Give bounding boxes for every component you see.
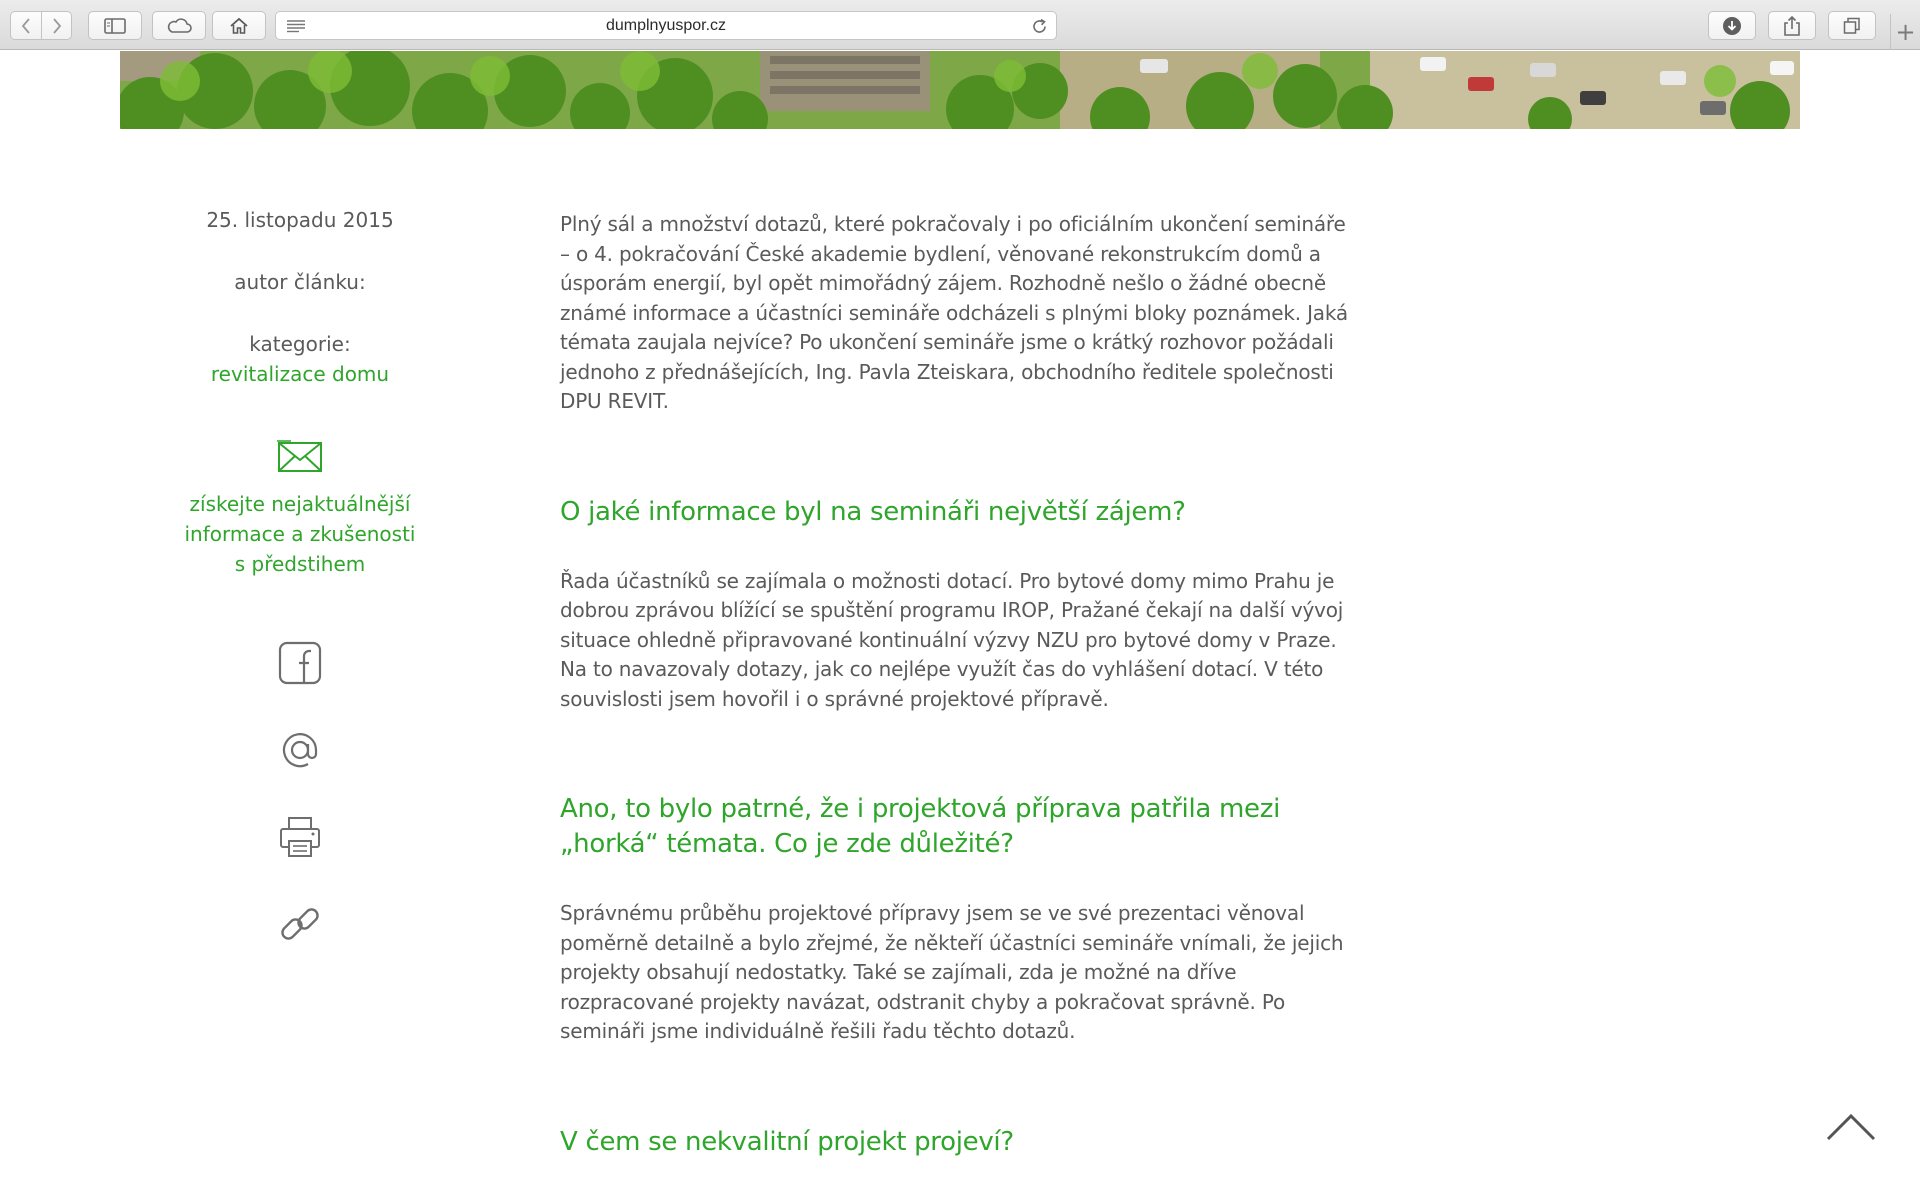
copy-link-button[interactable] [276, 900, 324, 948]
category-label: kategorie: [249, 332, 351, 356]
share-icon [1783, 15, 1801, 37]
question-1-heading: O jaké informace byl na semináři největší zájem? [560, 496, 1186, 527]
answer-2-paragraph: Správnému průběhu projektové přípravy jsem se ve své prezentaci věnoval poměrně detailně a bylo zřejmé, že někteří účastníci semináře vnímali, že jejich projekty obsahují nedostatky. Také se zajímali, zda je možné na dříve rozpracované projekty navázat, odstranit chyby a pokračovat správně. Po semináři jsme individuálně řešili řadu těchto dotazů. [560, 901, 1344, 1043]
forward-button[interactable] [41, 11, 72, 40]
back-button[interactable] [10, 11, 41, 40]
article-intro: Plný sál a množství dotazů, které pokračovaly i po oficiálním ukončení semináře – o 4. pokračování České akademie bydlení, věnované rekonstrukcím domů a úsporám energií, byl opět mimořádný zájem. Rozhodně nešlo o žádné obecně známé informace a účastníci semináře odcházeli s plnými bloky poznámek. Jaká témata zaujala nejvíce? Po ukončení semináře jsme o krátký rozhovor požádali jednoho z přednášejících, Ing. Pavla Zteiskara, obchodního ředitele společnosti DPU REVIT. [560, 212, 1348, 413]
icloud-tabs-button[interactable] [152, 11, 206, 40]
print-button[interactable] [276, 813, 324, 861]
envelope-icon[interactable] [277, 439, 323, 473]
home-button[interactable] [212, 11, 266, 40]
link-icon [277, 901, 323, 947]
newsletter-line-3[interactable]: s předstihem [234, 552, 366, 576]
forward-icon [51, 17, 63, 35]
sidebar-icon [104, 18, 126, 34]
email-share-button[interactable] [276, 726, 324, 774]
reload-icon[interactable] [1031, 18, 1048, 35]
category-link[interactable]: revitalizace domu [210, 362, 390, 386]
author-label: autor článku: [234, 270, 366, 294]
article-body [560, 210, 1360, 1160]
facebook-icon [278, 641, 322, 685]
new-tab-button[interactable]: + [1890, 14, 1920, 50]
share-button[interactable] [1768, 11, 1816, 40]
downloads-button[interactable] [1708, 11, 1756, 40]
browser-toolbar [0, 0, 1920, 50]
newsletter-line-2[interactable]: informace a zkušenosti [184, 522, 416, 546]
url-text: dumplnyuspor.cz [605, 16, 727, 34]
address-bar[interactable] [275, 11, 1057, 40]
newsletter-signup[interactable] [160, 439, 440, 579]
hero-banner-image [120, 51, 1800, 129]
at-icon [277, 727, 323, 773]
facebook-share-button[interactable] [276, 639, 324, 687]
hero-photo [120, 51, 1800, 129]
question-2-heading: Ano, to bylo patrné, že i projektová příprava patřila mezi „horká“ témata. Co je zde důležité? [560, 794, 1280, 859]
share-icons [160, 639, 440, 987]
question-3-heading: V čem se nekvalitní projekt projeví? [560, 1126, 1014, 1157]
article-sidebar [160, 205, 440, 987]
tabs-icon [1843, 17, 1861, 35]
show-all-tabs-button[interactable] [1828, 11, 1876, 40]
scroll-top-icon[interactable] [1826, 1112, 1876, 1142]
home-icon [229, 17, 249, 35]
sidebar-button[interactable] [88, 11, 142, 40]
article-date: 25. listopadu 2015 [206, 208, 394, 232]
newsletter-line-1[interactable]: získejte nejaktuálnější [189, 492, 411, 516]
back-icon [20, 17, 32, 35]
answer-1-paragraph: Řada účastníků se zajímala o možnosti dotací. Pro bytové domy mimo Prahu je dobrou zprávou blížící se spuštění programu IROP, Pražané čekají na další vývoj situace ohledně připravované kontinuální výzvy NZU pro bytové domy v Praze. Na to navazovaly dotazy, jak co nejlépe využít čas do vyhlášení dotací. V této souvislosti jsem hovořil i o správné projektové přípravě. [560, 568, 1344, 711]
download-icon [1722, 16, 1742, 36]
icloud-icon [166, 18, 192, 34]
printer-icon [278, 815, 322, 859]
